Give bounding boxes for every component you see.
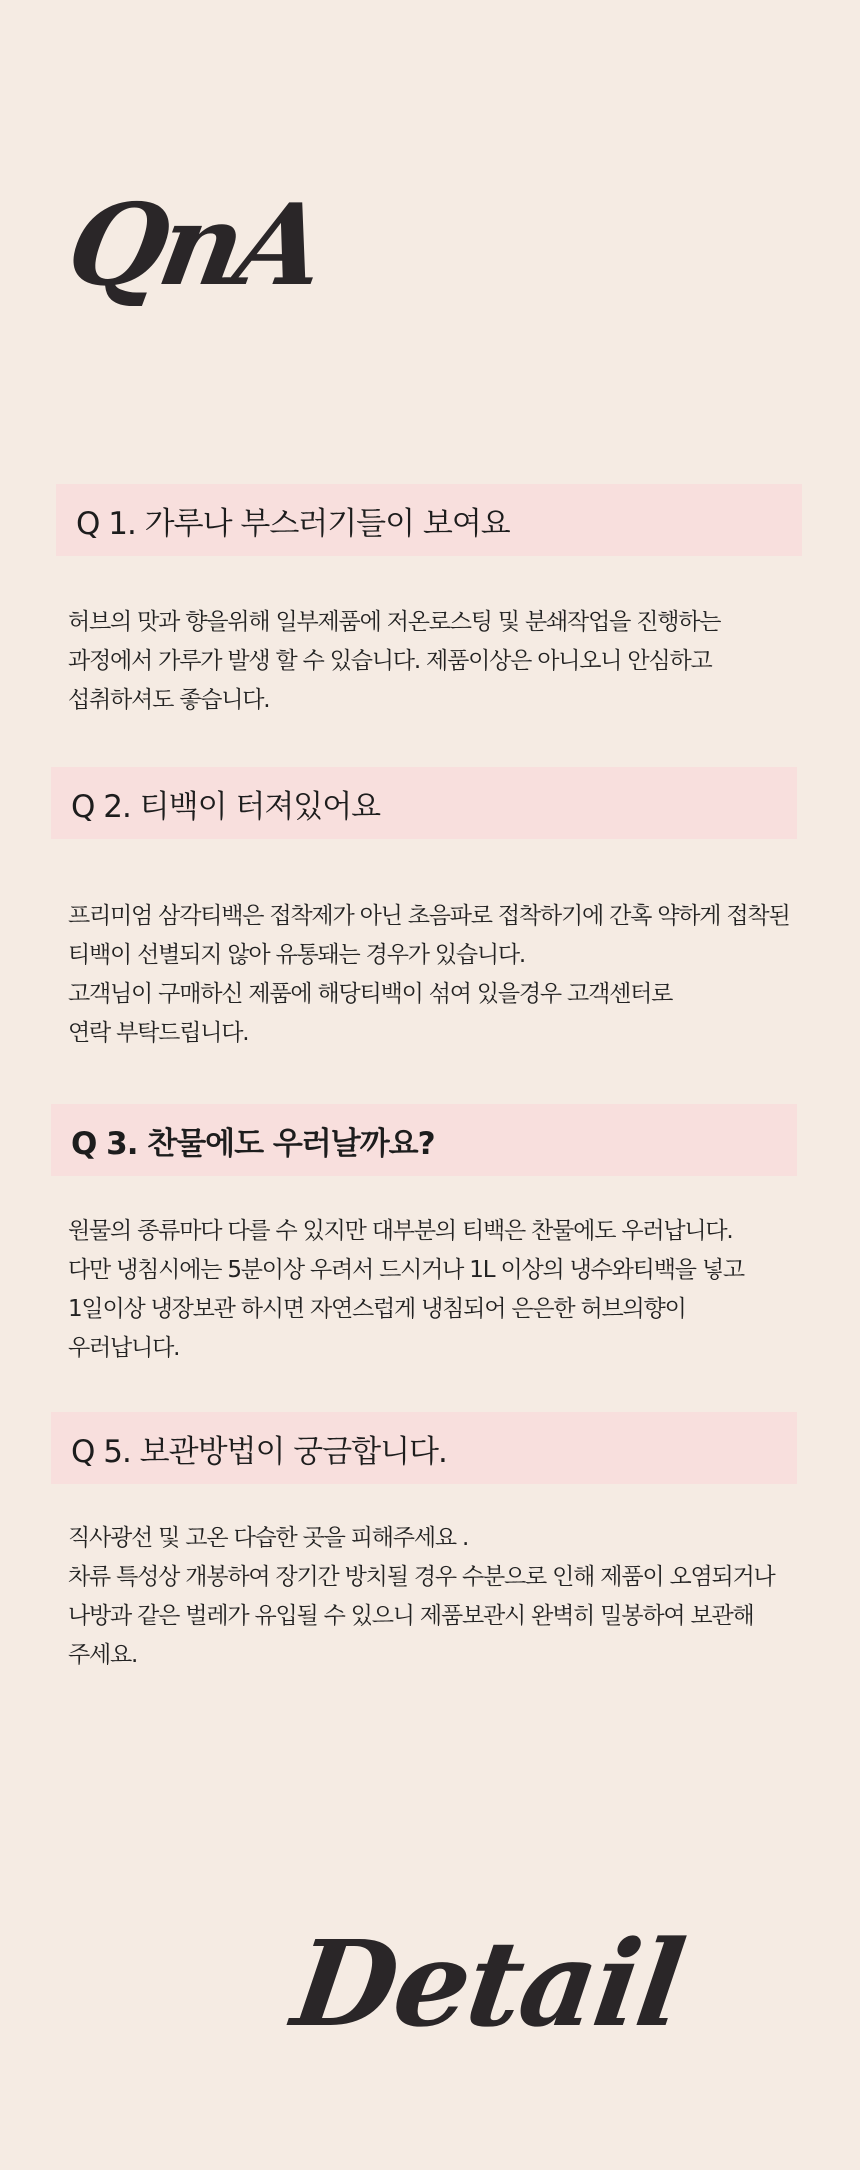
faq-answer-4-line-1: 직사광선 및 고온 다습한 곳을 피해주세요 . xyxy=(68,1525,469,1551)
faq-answer-2-line-4: 연락 부탁드립니다. xyxy=(68,1020,249,1046)
faq-answer-2-line-2: 티백이 선별되지 않아 유통돼는 경우가 있습니다. xyxy=(68,942,526,968)
faq-question-2: Q 2. 티백이 터져있어요 xyxy=(71,788,381,825)
faq-answer-1 xyxy=(68,603,828,720)
faq-answer-2-line-1: 프리미엄 삼각티백은 접착제가 아닌 초음파로 접착하기에 간혹 약하게 접착된 xyxy=(68,903,790,929)
faq-answer-3 xyxy=(68,1212,828,1368)
faq-answer-3-line-2: 다만 냉침시에는 5분이상 우려서 드시거나 1L 이상의 냉수와티백을 넣고 xyxy=(68,1257,744,1283)
faq-question-4: Q 5. 보관방법이 궁금합니다. xyxy=(71,1433,447,1470)
faq-question-1: Q 1. 가루나 부스러기들이 보여요 xyxy=(76,505,510,542)
faq-answer-3-line-4: 우러납니다. xyxy=(68,1335,180,1361)
faq-question-bar-1 xyxy=(56,484,802,556)
faq-answer-1-line-3: 섭취하셔도 좋습니다. xyxy=(68,687,270,713)
faq-answer-3-line-3: 1일이상 냉장보관 하시면 자연스럽게 냉침되어 은은한 허브의향이 xyxy=(68,1296,686,1322)
faq-question-bar-4 xyxy=(51,1412,797,1484)
detail-logo: Detail xyxy=(285,1914,691,2053)
faq-answer-4 xyxy=(68,1519,828,1675)
faq-answer-2 xyxy=(68,897,828,1053)
faq-question-bar-3 xyxy=(51,1104,797,1176)
faq-answer-4-line-4: 주세요. xyxy=(68,1642,138,1668)
faq-answer-2-line-3: 고객님이 구매하신 제품에 해당티백이 섞여 있을경우 고객센터로 xyxy=(68,981,673,1007)
faq-answer-1-line-2: 과정에서 가루가 발생 할 수 있습니다. 제품이상은 아니오니 안심하고 xyxy=(68,648,712,674)
faq-answer-1-line-1: 허브의 맛과 향을위해 일부제품에 저온로스팅 및 분쇄작업을 진행하는 xyxy=(68,609,721,635)
qna-logo: QnA xyxy=(58,180,330,311)
faq-question-3: Q 3. 찬물에도 우러날까요? xyxy=(71,1125,435,1162)
faq-answer-4-line-2: 차류 특성상 개봉하여 장기간 방치될 경우 수분으로 인해 제품이 오염되거나 xyxy=(68,1564,775,1590)
faq-answer-4-line-3: 나방과 같은 벌레가 유입될 수 있으니 제품보관시 완벽히 밀봉하여 보관해 xyxy=(68,1603,754,1629)
faq-answer-3-line-1: 원물의 종류마다 다를 수 있지만 대부분의 티백은 찬물에도 우러납니다. xyxy=(68,1218,733,1244)
faq-question-bar-2 xyxy=(51,767,797,839)
